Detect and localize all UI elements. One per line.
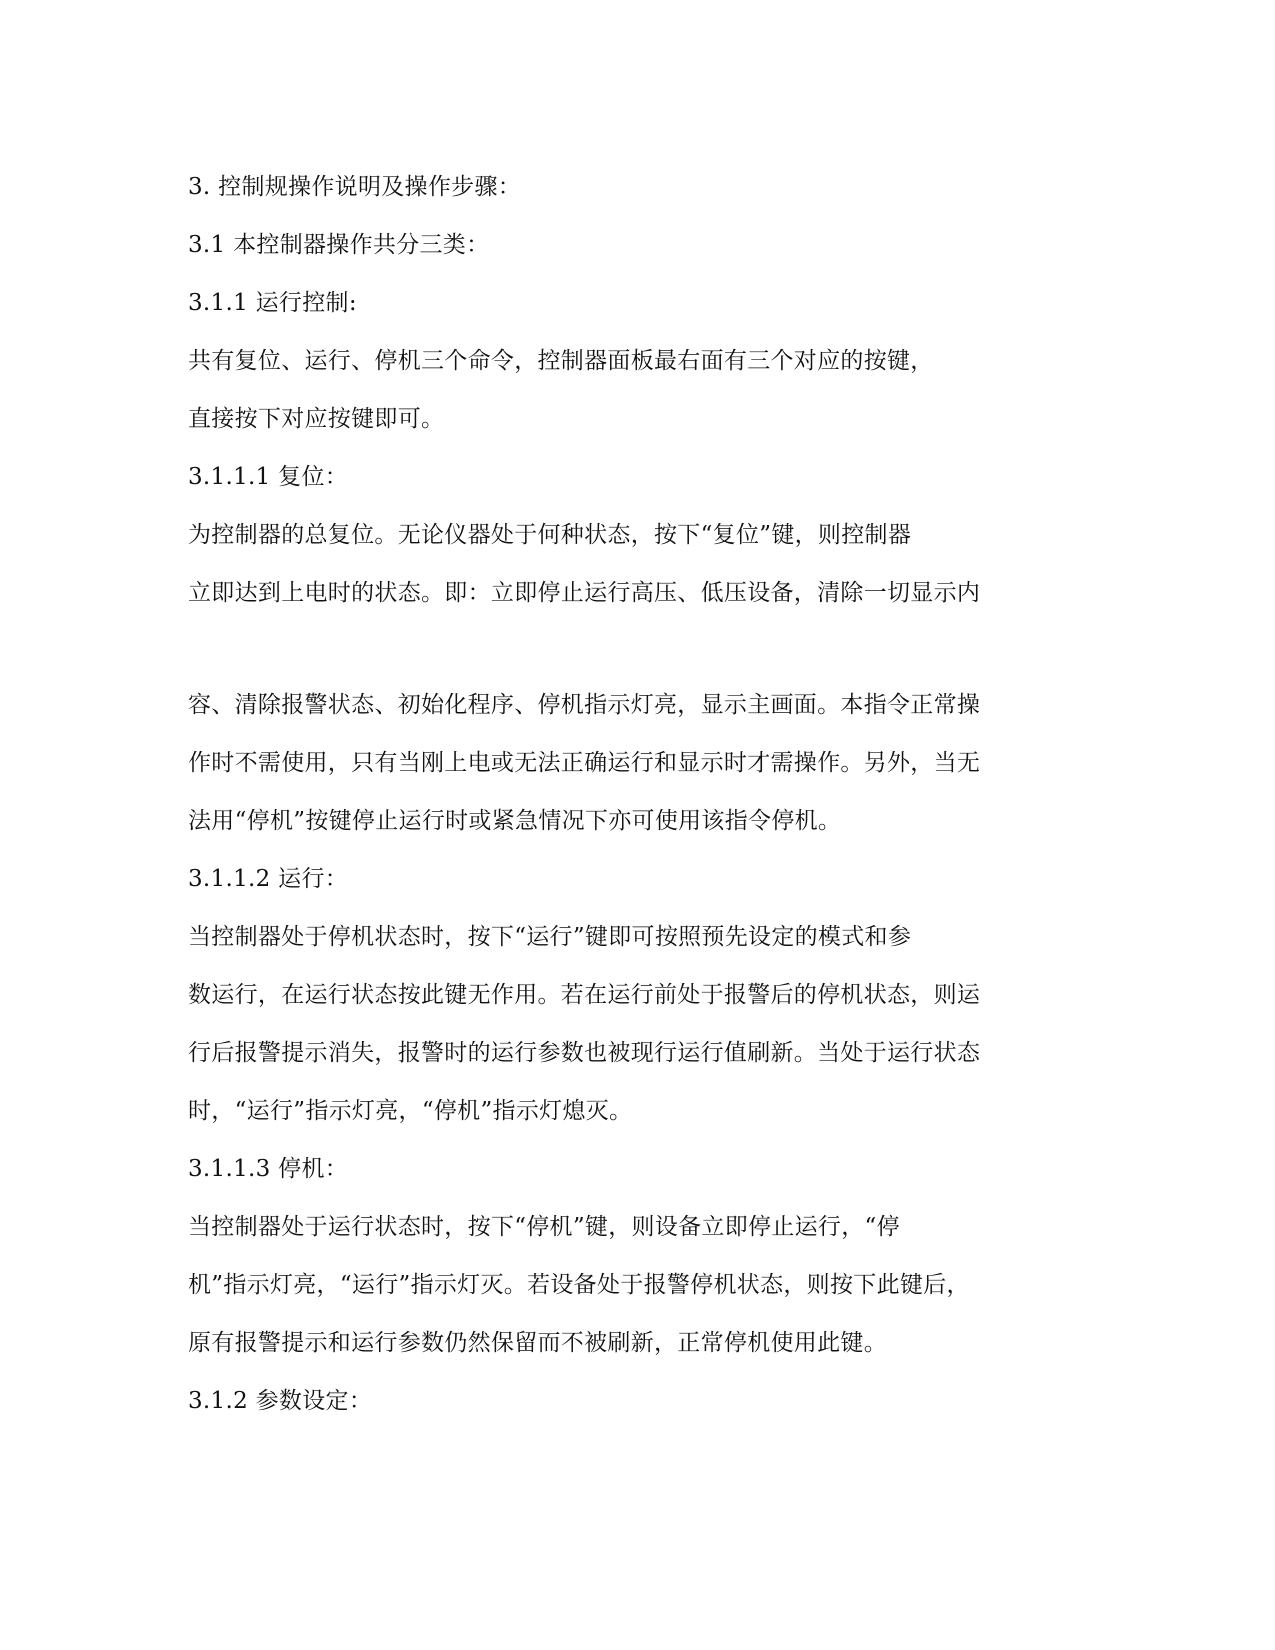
paragraph-line: 机”指示灯亮，“运行”指示灯灭。若设备处于报警停机状态，则按下此键后， xyxy=(188,1272,970,1298)
paragraph-line: 立即达到上电时的状态。即：立即停止运行高压、低压设备，清除一切显示内 xyxy=(188,580,981,606)
heading-section-3-1: 3.1 本控制器操作共分三类： xyxy=(188,232,490,258)
paragraph-line: 时，“运行”指示灯亮，“停机”指示灯熄灭。 xyxy=(188,1098,633,1124)
paragraph-line: 法用“停机”按键停止运行时或紧急情况下亦可使用该指令停机。 xyxy=(188,808,842,834)
paragraph-line: 当控制器处于运行状态时，按下“停机”键，则设备立即停止运行，“停 xyxy=(188,1214,900,1240)
paragraph-line: 原有报警提示和运行参数仍然保留而不被刷新，正常停机使用此键。 xyxy=(188,1330,887,1356)
paragraph-line: 为控制器的总复位。无论仪器处于何种状态，按下“复位”键，则控制器 xyxy=(188,522,912,548)
paragraph-line: 作时不需使用，只有当刚上电或无法正确运行和显示时才需操作。另外，当无 xyxy=(188,750,981,776)
paragraph-line: 直接按下对应按键即可。 xyxy=(188,406,445,432)
paragraph-line: 行后报警提示消失，报警时的运行参数也被现行运行值刷新。当处于运行状态 xyxy=(188,1040,981,1066)
heading-section-3-1-1: 3.1.1 运行控制: xyxy=(188,290,357,316)
paragraph-line: 数运行，在运行状态按此键无作用。若在运行前处于报警后的停机状态，则运 xyxy=(188,982,981,1008)
paragraph-line: 共有复位、运行、停机三个命令，控制器面板最右面有三个对应的按键， xyxy=(188,348,934,374)
paragraph-line: 当控制器处于停机状态时，按下“运行”键即可按照预先设定的模式和参 xyxy=(188,924,912,950)
heading-section-3-1-2: 3.1.2 参数设定： xyxy=(188,1388,373,1414)
paragraph-line: 容、清除报警状态、初始化程序、停机指示灯亮，显示主画面。本指令正常操 xyxy=(188,692,981,718)
heading-section-3: 3. 控制规操作说明及操作步骤： xyxy=(188,174,522,200)
heading-section-3-1-1-3: 3.1.1.3 停机： xyxy=(188,1156,349,1182)
heading-section-3-1-1-2: 3.1.1.2 运行： xyxy=(188,866,349,892)
heading-section-3-1-1-1: 3.1.1.1 复位： xyxy=(188,464,349,490)
